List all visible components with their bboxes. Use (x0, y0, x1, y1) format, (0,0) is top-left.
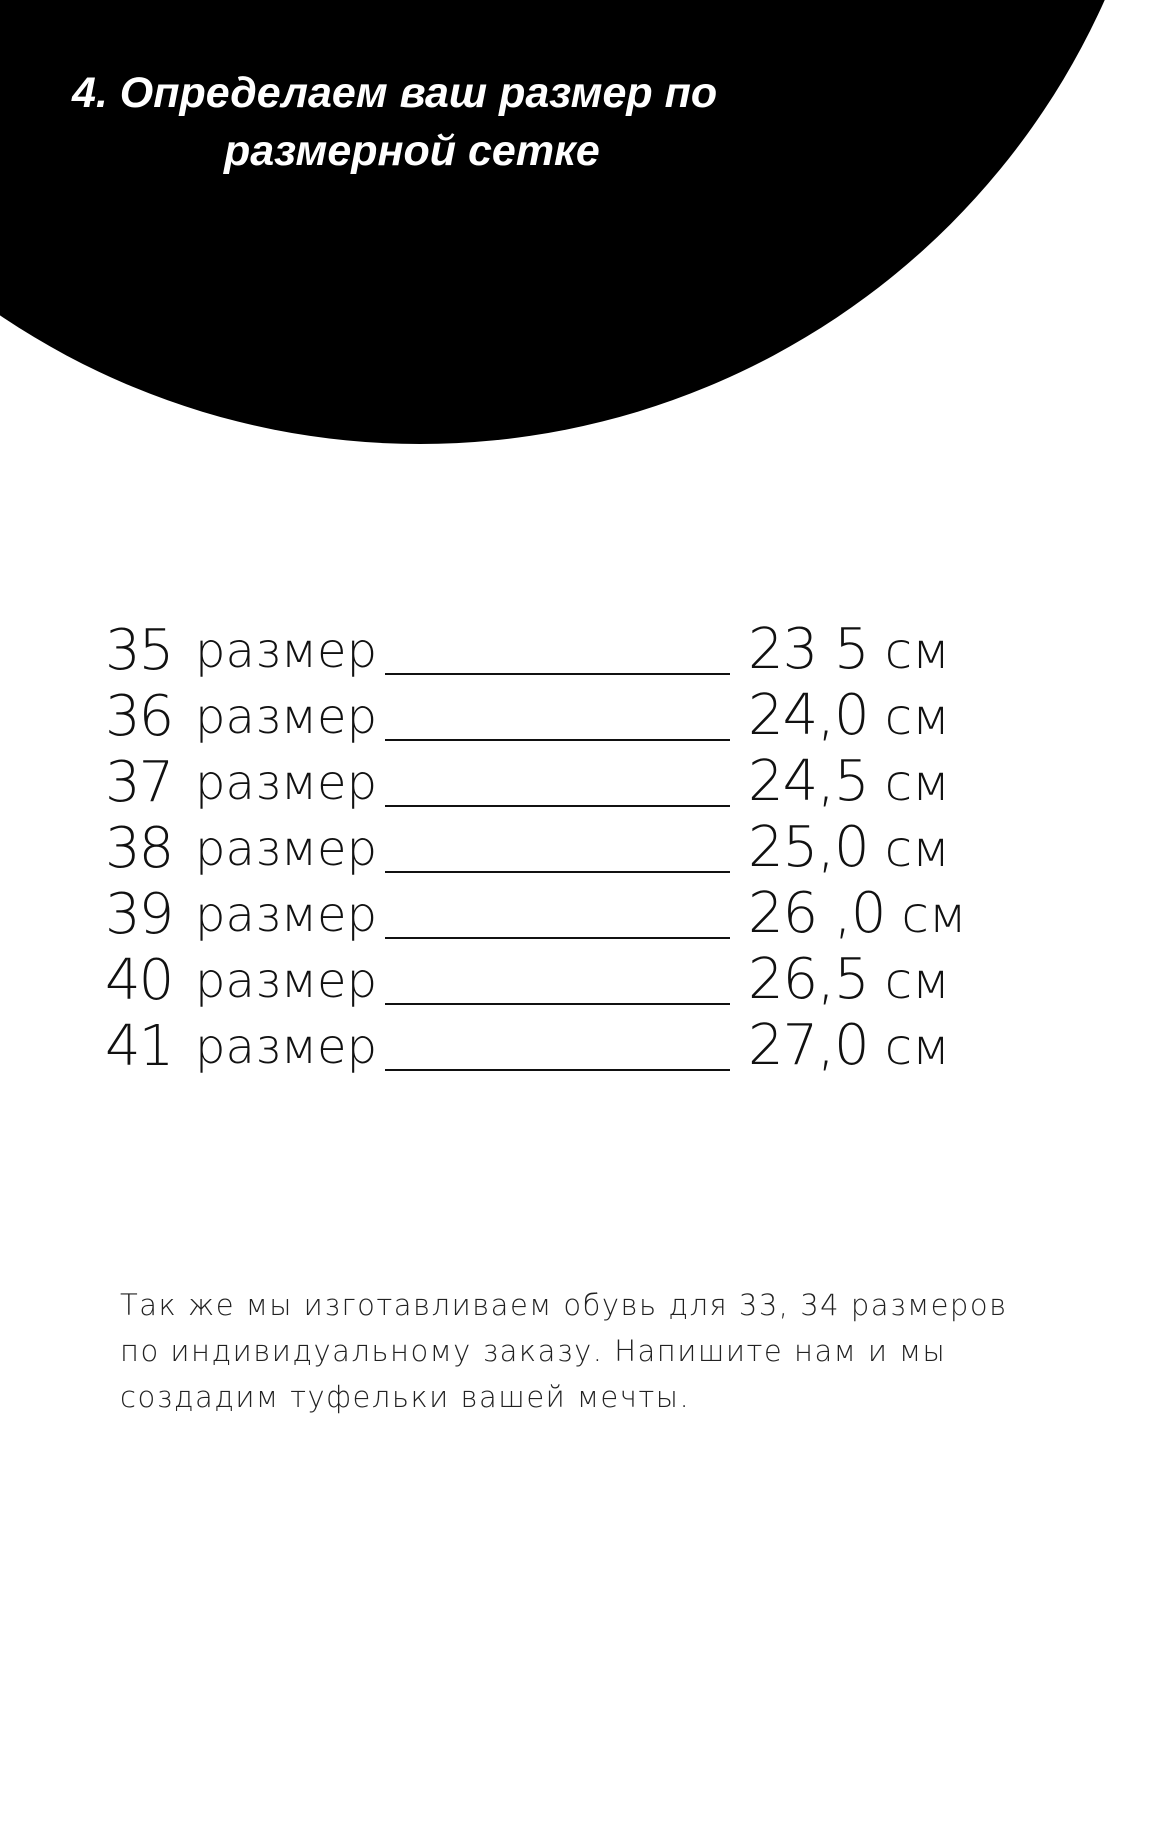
note-line-1: Так же мы изготавливаем обувь для 33, 34 размеров (120, 1288, 1008, 1322)
size-row (105, 681, 1025, 747)
foot-length-unit: см (884, 754, 950, 812)
foot-length-value: 25,0 (748, 815, 869, 880)
leader-line (385, 739, 730, 741)
size-word: размер (195, 821, 378, 877)
leader-line (385, 1069, 730, 1071)
foot-length-value: 27,0 (748, 1013, 869, 1078)
leader-line (385, 805, 730, 807)
leader-line (385, 673, 730, 675)
foot-length-value: 23 5 (748, 617, 869, 682)
foot-length-unit: см (884, 952, 950, 1010)
foot-length-unit: см (884, 1018, 950, 1076)
foot-length-unit: см (884, 622, 950, 680)
size-number: 37 (105, 750, 173, 815)
leader-line (385, 1003, 730, 1005)
leader-line (385, 871, 730, 873)
size-word: размер (195, 755, 378, 811)
size-number: 38 (105, 816, 173, 881)
foot-length (748, 881, 967, 946)
size-number: 40 (105, 948, 173, 1013)
size-number: 39 (105, 882, 173, 947)
foot-length (748, 617, 950, 682)
foot-length (748, 683, 950, 748)
foot-length (748, 1013, 950, 1078)
heading-line-2: размерной сетке (224, 127, 600, 175)
note-line-2: по индивидуальному заказу. Напишите нам и мы (120, 1334, 947, 1368)
size-chart (105, 615, 1025, 1077)
size-word: размер (195, 1019, 378, 1075)
size-number: 41 (105, 1014, 173, 1079)
note-line-3: создадим туфельки вашей мечты. (120, 1380, 691, 1414)
size-number: 36 (105, 684, 173, 749)
foot-length (748, 749, 950, 814)
foot-length-value: 26 ,0 (748, 881, 886, 946)
foot-length-unit: см (901, 886, 967, 944)
foot-length-value: 24,0 (748, 683, 869, 748)
foot-length-unit: см (884, 820, 950, 878)
foot-length (748, 815, 950, 880)
foot-length (748, 947, 950, 1012)
size-word: размер (195, 953, 378, 1009)
foot-length-unit: см (884, 688, 950, 746)
size-row (105, 1011, 1025, 1077)
leader-line (385, 937, 730, 939)
size-row (105, 945, 1025, 1011)
size-word: размер (195, 689, 378, 745)
size-row (105, 615, 1025, 681)
size-word: размер (195, 623, 378, 679)
size-word: размер (195, 887, 378, 943)
page-heading (72, 64, 832, 180)
heading-line-1: 4. Определаем ваш размер по (72, 69, 718, 117)
foot-length-value: 24,5 (748, 749, 869, 814)
size-row (105, 747, 1025, 813)
size-number: 35 (105, 618, 173, 683)
foot-length-value: 26,5 (748, 947, 869, 1012)
size-row (105, 879, 1025, 945)
custom-order-note (120, 1282, 1020, 1420)
size-row (105, 813, 1025, 879)
